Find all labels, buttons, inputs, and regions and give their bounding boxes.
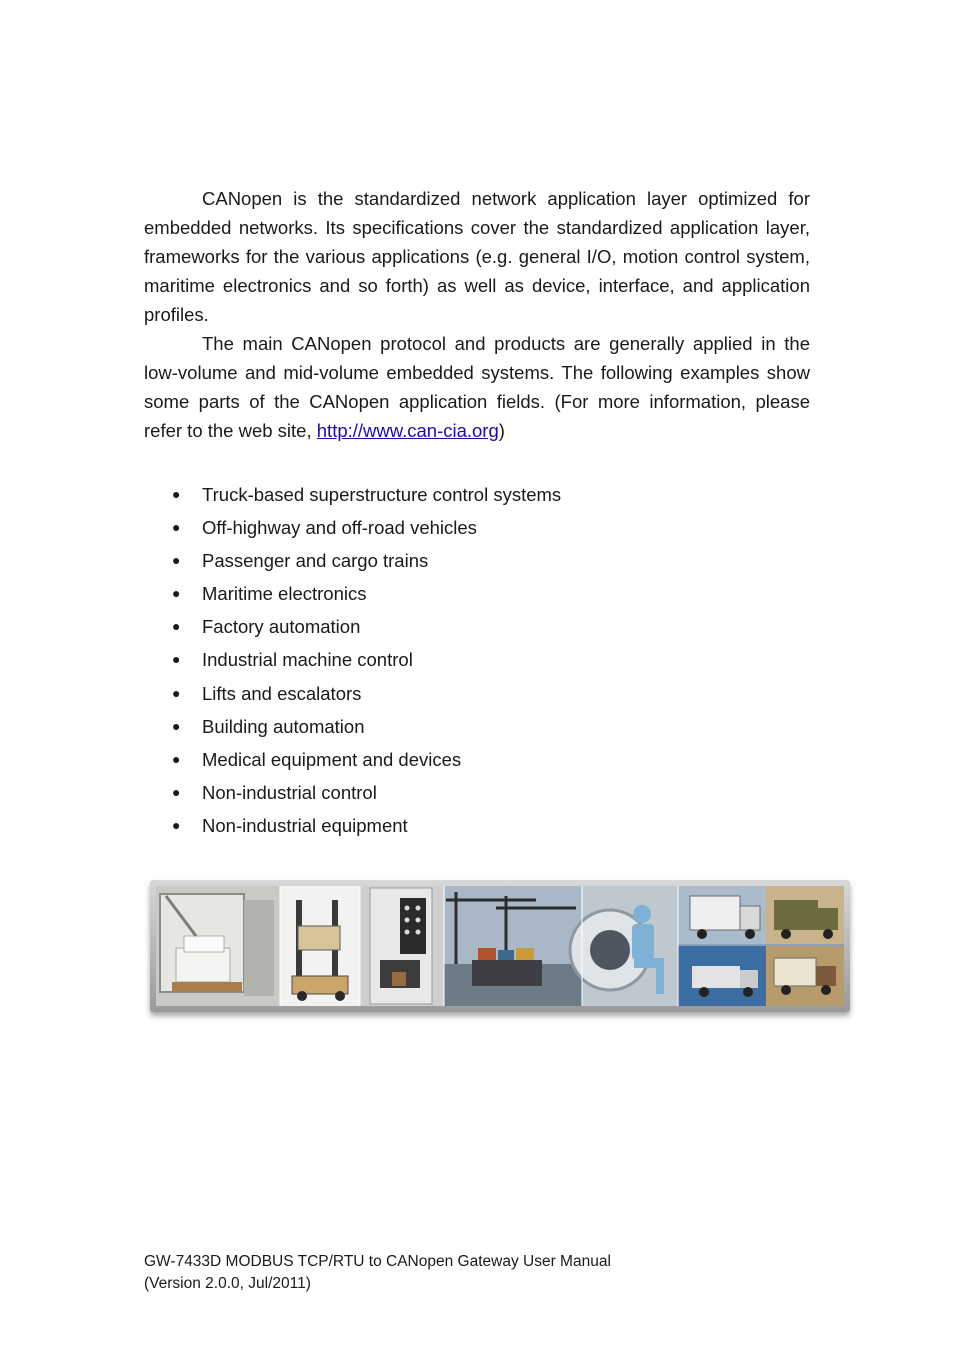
- application-fields-list: [172, 478, 561, 842]
- intro-paragraph-2-close: ): [498, 420, 505, 441]
- bullet-icon: ●: [172, 585, 181, 602]
- bullet-icon: ●: [172, 618, 181, 635]
- banner-collage: [156, 886, 844, 1006]
- medical-equipment-photo: [570, 886, 678, 1006]
- bullet-icon: ●: [172, 651, 181, 668]
- bullet-icon: ●: [172, 552, 181, 569]
- bullet-icon: ●: [172, 486, 181, 502]
- list-item: ● Non-industrial control: [172, 776, 561, 809]
- list-item: ● Maritime electronics: [172, 577, 561, 610]
- lift-photo: [280, 886, 360, 1006]
- bullet-icon: ●: [172, 783, 181, 800]
- can-cia-link[interactable]: http://www.can-cia.org: [316, 420, 499, 441]
- bullet-icon: ●: [172, 750, 181, 767]
- intro-paragraph-1: CANopen is the standardized network application layer optimized for embedded networks. Its specifications cover the standardized application layer, frameworks for the various applications (e.g. general I/O, motion control system, maritime electronics and so forth) as well as device, interface, and application profiles.: [144, 188, 810, 325]
- bullet-icon: ●: [172, 519, 181, 536]
- list-item: ● Industrial machine control: [172, 643, 561, 676]
- list-item: ● Medical equipment and devices: [172, 743, 561, 776]
- list-item: ● Off-highway and off-road vehicles: [172, 511, 561, 544]
- list-item: ● Factory automation: [172, 610, 561, 643]
- list-item: ● Lifts and escalators: [172, 677, 561, 710]
- intro-paragraph-2: [144, 329, 810, 445]
- page-footer: [144, 1251, 611, 1295]
- footer-manual-title: GW-7433D MODBUS TCP/RTU to CANopen Gateway User Manual: [144, 1253, 611, 1270]
- bullet-icon: ●: [172, 684, 181, 701]
- list-item: ● Truck-based superstructure control systems: [172, 478, 561, 511]
- vending-machine-photo: [360, 886, 444, 1006]
- port-ship-photo: [444, 886, 582, 1006]
- list-item: ● Non-industrial equipment: [172, 809, 561, 842]
- application-photo-banner: [150, 880, 850, 1012]
- footer-version: (Version 2.0.0, Jul/2011): [144, 1275, 311, 1292]
- bullet-icon: ●: [172, 816, 181, 833]
- factory-machine-photo: [156, 886, 280, 1006]
- vehicles-photo: [678, 886, 844, 1006]
- bullet-icon: ●: [172, 717, 181, 734]
- intro-paragraph-2-text: The main CANopen protocol and products are generally applied in the low-volume and mid-volume embedded systems. The following examples show some parts of the CANopen application fields. (For more information, please refer to the web site,: [144, 333, 810, 441]
- list-item: ● Passenger and cargo trains: [172, 544, 561, 577]
- intro-section: [144, 184, 810, 445]
- list-item: ● Building automation: [172, 710, 561, 743]
